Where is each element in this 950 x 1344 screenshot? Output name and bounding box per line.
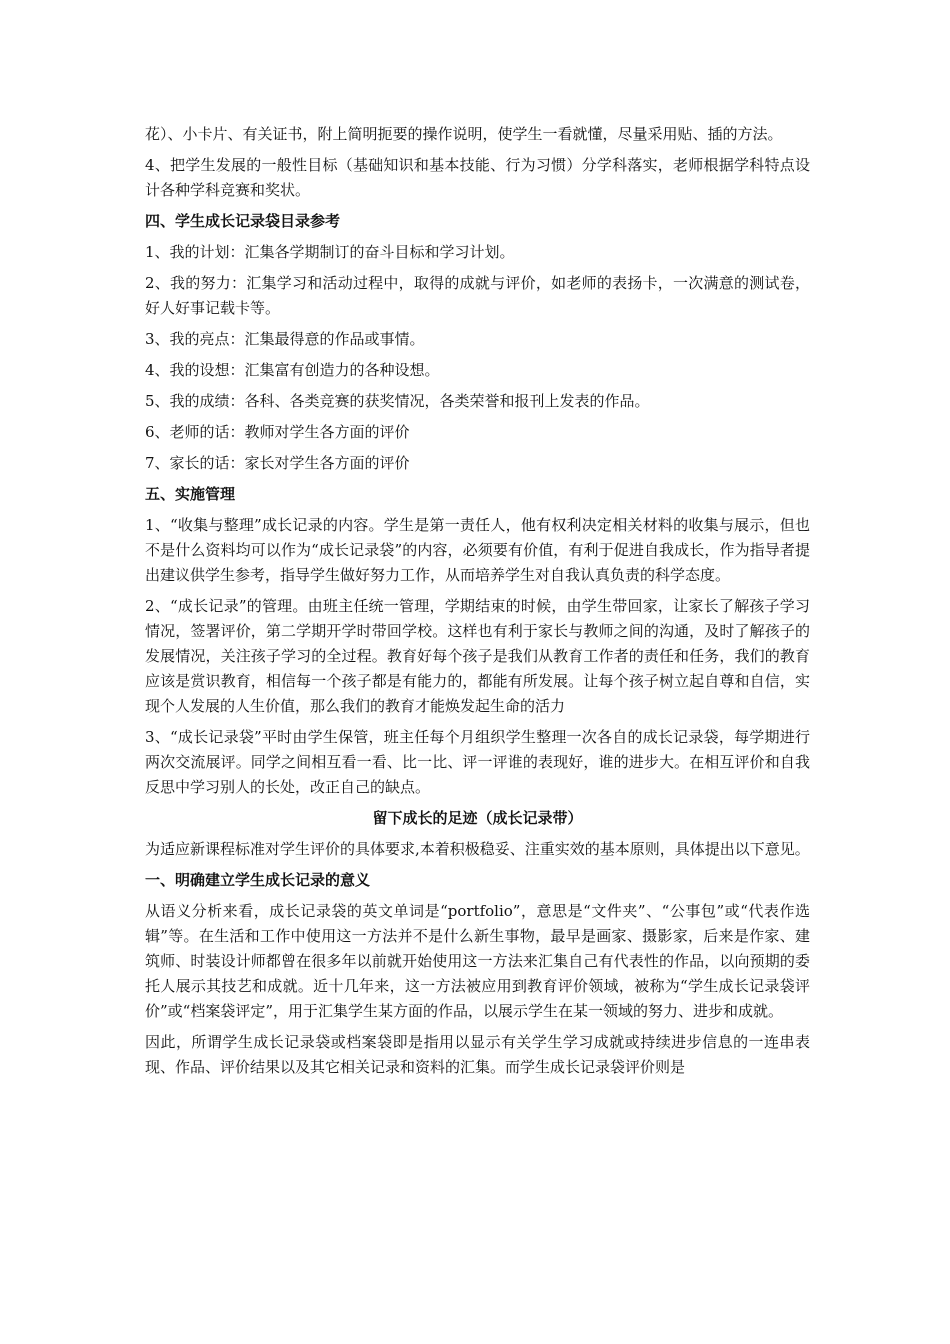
paragraph: 1、“收集与整理”成长记录的内容。学生是第一责任人，他有权利决定相关材料的收集与展示，但也不是什么资料均可以作为“成长记录袋”的内容，必须要有价值，有利于促进自我成长，作为指导者提出建议供学生参考，指导学生做好努力工作，从而培养学生对自我认真负责的科学态度。: [145, 516, 810, 584]
section-heading: 五、实施管理: [145, 485, 236, 503]
list-item: 1、我的计划：汇集各学期制订的奋斗目标和学习计划。: [145, 243, 515, 261]
paragraph: 因此，所谓学生成长记录袋或档案袋即是指用以显示有关学生学习成就或持续进步信息的一连串表现、作品、评价结果以及其它相关记录和资料的汇集。而学生成长记录袋评价则是: [145, 1033, 810, 1076]
list-item: 3、我的亮点：汇集最得意的作品或事情。: [145, 330, 425, 348]
list-item: 7、家长的话：家长对学生各方面的评价: [145, 454, 410, 472]
list-item: 4、我的设想：汇集富有创造力的各种设想。: [145, 361, 440, 379]
paragraph: 从语义分析来看，成长记录袋的英文单词是“portfolio”，意思是“文件夹”、“公事包”或“代表作选辑”等。在生活和工作中使用这一方法并不是什么新生事物，最早是画家、摄影家，后来是作家、建筑师、时装设计师都曾在很多年以前就开始使用这一方法来汇集自己有代表性的作品，以向预期的委托人展示其技艺和成就。近十几年来，这一方法被应用到教育评价领域，被称为“学生成长记录袋评价”或“档案袋评定”，用于汇集学生某方面的作品，以展示学生在某一领域的努力、进步和成就。: [145, 902, 810, 1020]
document-page: [145, 122, 810, 1086]
paragraph: 花）、小卡片、有关证书，附上简明扼要的操作说明，使学生一看就懂，尽量采用贴、插的方法。: [145, 125, 783, 143]
paragraph: 为适应新课程标准对学生评价的具体要求,本着积极稳妥、注重实效的基本原则，具体提出以下意见。: [145, 840, 810, 858]
list-item: 2、我的努力：汇集学习和活动过程中，取得的成就与评价，如老师的表扬卡，一次满意的测试卷，好人好事记载卡等。: [145, 274, 810, 317]
paragraph: 4、把学生发展的一般性目标（基础知识和基本技能、行为习惯）分学科落实，老师根据学科特点设计各种学科竞赛和奖状。: [145, 156, 810, 199]
paragraph: 3、“成长记录袋”平时由学生保管，班主任每个月组织学生整理一次各自的成长记录袋，每学期进行两次交流展评。同学之间相互看一看、比一比、评一评谁的表现好，谁的进步大。在相互评价和自我反思中学习别人的长处，改正自己的缺点。: [145, 728, 810, 796]
section-heading: 一、明确建立学生成长记录的意义: [145, 871, 371, 889]
document-title: 留下成长的足迹（成长记录带）: [372, 809, 583, 827]
paragraph: 2、“成长记录”的管理。由班主任统一管理，学期结束的时候，由学生带回家，让家长了解孩子学习情况，签署评价，第二学期开学时带回学校。这样也有利于家长与教师之间的沟通，及时了解孩子的发展情况，关注孩子学习的全过程。教育好每个孩子是我们从教育工作者的责任和任务，我们的教育应该是赏识教育，相信每一个孩子都是有能力的，都能有所发展。让每个孩子树立起自尊和自信，实现个人发展的人生价值，那么我们的教育才能焕发起生命的活力: [145, 597, 810, 715]
section-heading: 四、学生成长记录袋目录参考: [145, 212, 341, 230]
list-item: 5、我的成绩：各科、各类竞赛的获奖情况，各类荣誉和报刊上发表的作品。: [145, 392, 650, 410]
list-item: 6、老师的话：教师对学生各方面的评价: [145, 423, 410, 441]
